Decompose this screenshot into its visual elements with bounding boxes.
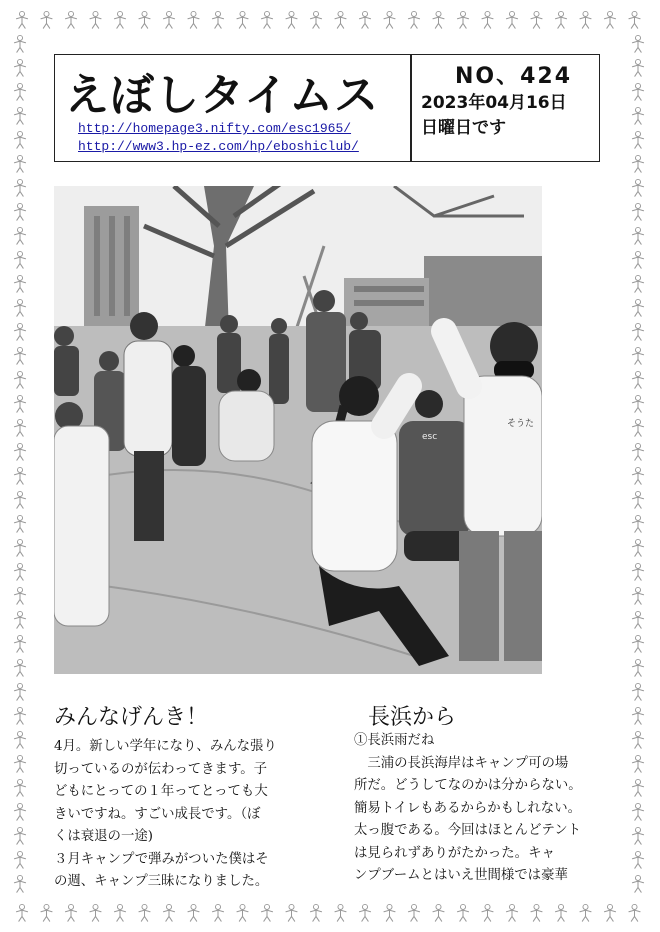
homepage-link[interactable]: http://homepage3.nifty.com/esc1965/ bbox=[78, 121, 352, 136]
right-article-line: 三浦の長浜海岸はキャンプ可の場 bbox=[354, 755, 569, 771]
left-article-line: の週、キャンプ三昧になりました。 bbox=[54, 874, 269, 889]
left-article-line: 4月。新しい学年になり、みんな張り bbox=[54, 739, 277, 754]
right-article-line: は見られずありがたかった。キャ bbox=[354, 845, 555, 861]
name-tag: そうた bbox=[507, 419, 535, 429]
left-article-line: どもにとっての１年ってとっても大 bbox=[54, 784, 268, 799]
right-article-line: 太っ腹である。今回はほとんどテント bbox=[354, 823, 581, 838]
newsletter-title: えぼしタイムス bbox=[65, 70, 380, 121]
right-article-line: 所だ。どうしてなのかは分からない。 bbox=[354, 778, 582, 793]
left-article-line: 切っているのが伝わってきます。子 bbox=[54, 761, 268, 777]
issue-number: NO、424 bbox=[455, 64, 573, 89]
masthead bbox=[54, 54, 600, 162]
group-photo bbox=[54, 186, 542, 674]
right-article-heading: 長浜から bbox=[368, 705, 457, 730]
right-article-line: ①長浜雨だね bbox=[354, 733, 435, 748]
left-article-body bbox=[54, 736, 306, 894]
right-article-line: ンプブームとはいえ世間様では豪華 bbox=[354, 868, 568, 883]
left-article-line: くは衰退の一途) bbox=[54, 829, 153, 844]
left-article-heading: みんなげんき！ bbox=[54, 705, 209, 730]
jacket-mark: esc bbox=[422, 432, 438, 442]
left-article-line: ３月キャンプで弾みがついた僕はそ bbox=[54, 851, 269, 867]
club-site-link[interactable]: http://www3.hp-ez.com/hp/eboshiclub/ bbox=[78, 139, 359, 154]
right-article-body bbox=[354, 730, 616, 888]
masthead-divider bbox=[410, 55, 412, 161]
park-scene-illustration bbox=[54, 186, 542, 674]
right-article-line: 簡易トイレもあるからかもしれない。 bbox=[354, 800, 581, 816]
issue-weekday: 日曜日です bbox=[421, 118, 506, 138]
issue-date: 2023年04月16日 bbox=[421, 93, 567, 113]
left-article-line: きいですね。すごい成長です。（ぼ bbox=[54, 806, 261, 822]
